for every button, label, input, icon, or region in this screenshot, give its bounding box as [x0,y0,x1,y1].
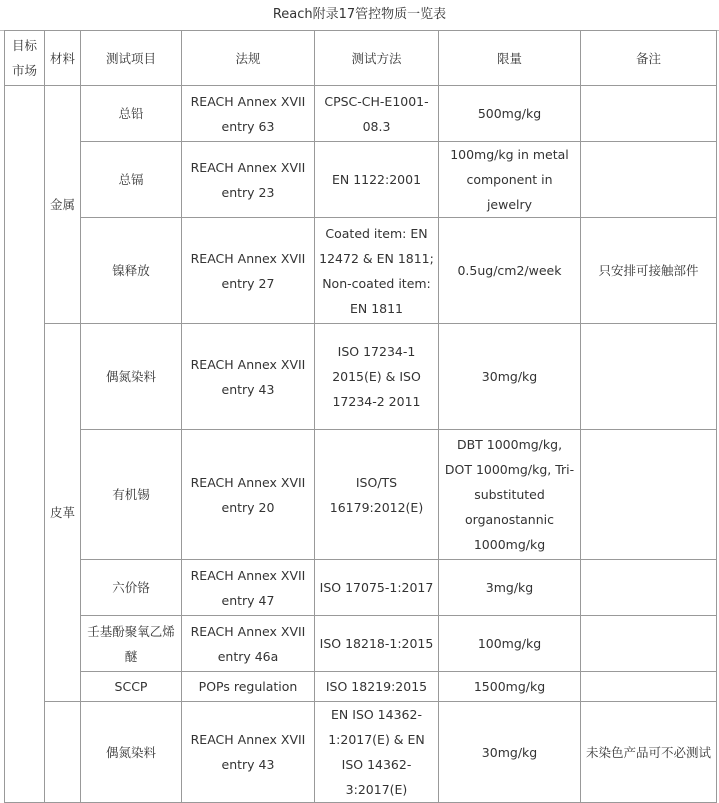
cell-item: 偶氮染料 [81,324,182,430]
cell-remarks [581,672,717,702]
group-unlabeled [45,702,81,803]
cell-method: CPSC-CH-E1001-08.3 [315,86,439,142]
header-remarks: 备注 [581,31,717,86]
cell-limit: 500mg/kg [439,86,581,142]
cell-regulation: REACH Annex XVII entry 43 [182,324,315,430]
cell-item: 有机锡 [81,430,182,560]
table-title: Reach附录17管控物质一览表 [0,0,719,31]
cell-limit: DBT 1000mg/kg, DOT 1000mg/kg, Tri-substituted organostannic 1000mg/kg [439,430,581,560]
cell-remarks [581,142,717,218]
cell-item: 总铅 [81,86,182,142]
cell-limit: 30mg/kg [439,324,581,430]
cell-method: EN ISO 14362-1:2017(E) & EN ISO 14362-3:2017(E) [315,702,439,803]
cell-regulation: REACH Annex XVII entry 43 [182,702,315,803]
cell-item: 总镉 [81,142,182,218]
table-row [5,702,717,803]
cell-limit: 100mg/kg [439,616,581,672]
cell-limit: 0.5ug/cm2/week [439,218,581,324]
cell-remarks: 未染色产品可不必测试 [581,702,717,803]
table-row [5,218,717,324]
group-metal: 金属 [45,86,81,324]
cell-regulation: REACH Annex XVII entry 46a [182,616,315,672]
cell-regulation: REACH Annex XVII entry 20 [182,430,315,560]
cell-regulation: REACH Annex XVII entry 23 [182,142,315,218]
cell-remarks [581,86,717,142]
cell-remarks [581,324,717,430]
cell-limit: 30mg/kg [439,702,581,803]
regulation-table [4,30,717,803]
cell-remarks [581,430,717,560]
cell-item: 镍释放 [81,218,182,324]
cell-item: 偶氮染料 [81,702,182,803]
cell-regulation: REACH Annex XVII entry 63 [182,86,315,142]
table-row [5,616,717,672]
table-row [5,86,717,142]
header-regulation: 法规 [182,31,315,86]
table-row [5,560,717,616]
table-row [5,672,717,702]
group-leather: 皮革 [45,324,81,702]
header-material: 材料 [45,31,81,86]
cell-item: 六价铬 [81,560,182,616]
cell-remarks: 只安排可接触部件 [581,218,717,324]
table-row [5,324,717,430]
cell-regulation: REACH Annex XVII entry 47 [182,560,315,616]
header-row [5,31,717,86]
cell-limit: 100mg/kg in metal component in jewelry [439,142,581,218]
cell-method: ISO 18219:2015 [315,672,439,702]
cell-limit: 1500mg/kg [439,672,581,702]
table-row [5,142,717,218]
header-market: 目标市场 [5,31,45,86]
table-row [5,430,717,560]
cell-remarks [581,560,717,616]
cell-regulation: REACH Annex XVII entry 27 [182,218,315,324]
cell-method: ISO 17075-1:2017 [315,560,439,616]
cell-method: ISO/TS 16179:2012(E) [315,430,439,560]
header-limit: 限量 [439,31,581,86]
cell-remarks [581,616,717,672]
header-item: 测试项目 [81,31,182,86]
cell-method: EN 1122:2001 [315,142,439,218]
cell-item: SCCP [81,672,182,702]
cell-method: ISO 17234-1 2015(E) & ISO 17234-2 2011 [315,324,439,430]
cell-item: 壬基酚聚氧乙烯醚 [81,616,182,672]
header-method: 测试方法 [315,31,439,86]
cell-method: Coated item: EN 12472 & EN 1811; Non-coated item: EN 1811 [315,218,439,324]
market-cell [5,86,45,803]
cell-regulation: POPs regulation [182,672,315,702]
cell-limit: 3mg/kg [439,560,581,616]
cell-method: ISO 18218-1:2015 [315,616,439,672]
